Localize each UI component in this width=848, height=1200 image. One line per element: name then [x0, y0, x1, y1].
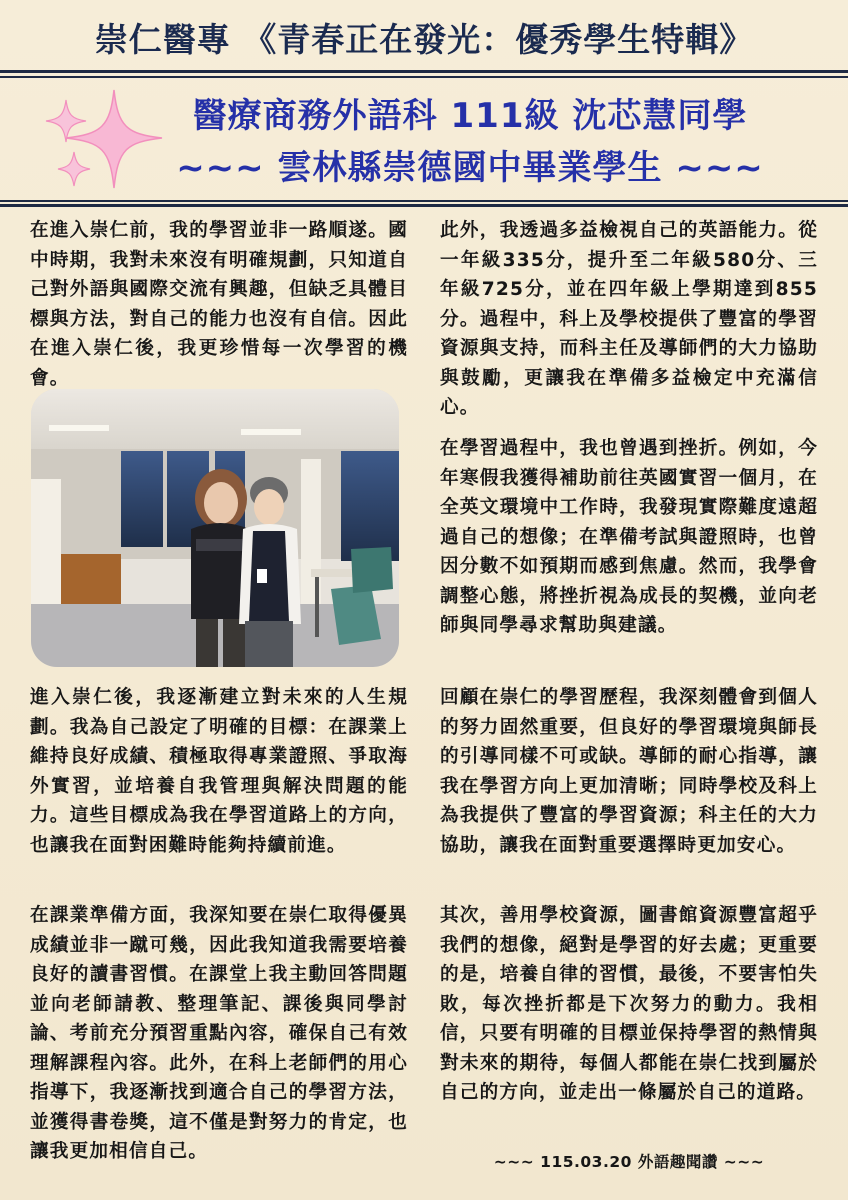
office-photo-image — [31, 389, 399, 667]
student-heading — [120, 90, 820, 194]
paragraph: 在學習過程中，我也曾遇到挫折。例如，今年寒假我獲得補助前往英國實習一個月，在全英文環境中工作時，我發現實際難度遠超過自己的想像；在準備考試與證照時，也曾因分數不如預期而感到焦慮。然而，我學會調整心態，將挫折視為成長的契機，並向老師與同學尋求幫助與建議。 — [440, 438, 818, 636]
paragraph: 在進入崇仁前，我的學習並非一路順遂。國中時期，我對未來沒有明確規劃，只知道自己對外語與國際交流有興趣，但缺乏具體目標與方法，對自己的能力也沒有自信。因此在進入崇仁後，我更珍惜每一次學習的機會。 — [30, 220, 408, 389]
paragraph: 其次，善用學校資源，圖書館資源豐富超乎我們的想像，絕對是學習的好去處；更重要的是，培養自律的習慣，最後，不要害怕失敗，每次挫折都是下次努力的動力。我相信，只要有明確的目標並保持學習的熱情與對未來的期待，每個人都能在崇仁找到屬於自己的方向，並走出一條屬於自己的道路。 — [440, 905, 818, 1103]
left-column-intro — [30, 216, 408, 393]
header-rule-top — [0, 70, 848, 73]
header-rule-bottom-thin — [0, 200, 848, 202]
paragraph: 在課業準備方面，我深知要在崇仁取得優異成績並非一蹴可幾，因此我知道我需要培養良好的讀書習慣。在課堂上我主動回答問題並向老師請教、整理筆記、課後與同學討論、考前充分預習重點內容，確保自己有效理解課程內容。此外，在科上老師們的用心指導下，我逐漸找到適合自己的學習方法，並獲得書卷獎，這不僅是對努力的肯定，也讓我更加相信自己。 — [30, 905, 408, 1162]
right-column-toeic — [440, 216, 818, 423]
paragraph: 此外，我透過多益檢視自己的英語能力。從一年級335分，提升至二年級580分、三年級725分，並在四年級上學期達到855分。過程中，科上及學校提供了豐富的學習資源與支持，而科主任及導師們的大力協助與鼓勵，更讓我在準備多益檢定中充滿信心。 — [440, 220, 818, 418]
header-rule-bottom — [0, 204, 848, 207]
right-column-reflection — [440, 683, 818, 860]
right-column-setbacks — [440, 434, 818, 641]
student-photo — [31, 389, 399, 667]
paragraph: 回顧在崇仁的學習歷程，我深刻體會到個人的努力固然重要，但良好的學習環境與師長的引導同樣不可或缺。導師的耐心指導，讓我在學習方向上更加清晰；同時學校及科上為我提供了豐富的學習資源；科主任的大力協助，讓我在面對重要選擇時更加安心。 — [440, 687, 818, 856]
right-column-advice — [440, 901, 818, 1108]
school-line: ~~~ 雲林縣崇德國中畢業學生 ~~~ — [176, 148, 764, 188]
page-title: 崇仁醫專 《青春正在發光：優秀學生特輯》 — [94, 20, 754, 59]
header-rule-top-thin — [0, 76, 848, 78]
footer-signature: ~~~ 115.03.20 外語趣聞讚 ~~~ — [493, 1153, 765, 1171]
left-column-goals — [30, 683, 408, 860]
paragraph: 進入崇仁後，我逐漸建立對未來的人生規劃。我為自己設定了明確的目標：在課業上維持良好成績、積極取得專業證照、爭取海外實習，並培養自我管理與解決問題的能力。這些目標成為我在學習道路上的方向，也讓我在面對困難時能夠持續前進。 — [30, 687, 408, 856]
department-line: 醫療商務外語科 111級 沈芯慧同學 — [192, 96, 748, 136]
left-column-study — [30, 901, 408, 1167]
